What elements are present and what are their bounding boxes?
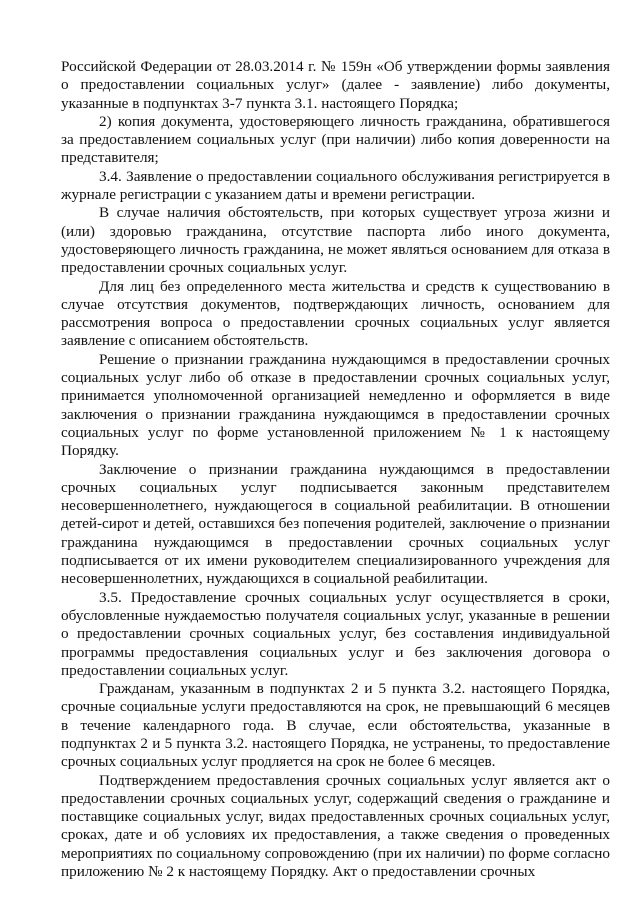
paragraph-9: Гражданам, указанным в подпунктах 2 и 5 пункта 3.2. настоящего Порядка, срочные социальные услуги предоставляются на срок, не превышающий 6 месяцев в течение календарного года. В случае, если обстоятельства, указанные в подпунктах 2 и 5 пункта 3.2. настоящего Порядка, не устранены, то предоставление срочных социальных услуг продляется на срок не более 6 месяцев. [61, 680, 610, 771]
paragraph-4: В случае наличия обстоятельств, при которых существует угроза жизни и (или) здоровью гражданина, отсутствие паспорта либо иного документа, удостоверяющего личность гражданина, не может являться основанием для отказа в предоставлении срочных социальных услуг. [61, 204, 610, 277]
paragraph-5: Для лиц без определенного места жительства и средств к существованию в случае отсутствия документов, подтверждающих личность, основанием для рассмотрения вопроса о предоставлении срочных социальных услуг является заявление с описанием обстоятельств. [61, 277, 610, 350]
paragraph-1: Российской Федерации от 28.03.2014 г. № 159н «Об утверждении формы заявления о предоставлении социальных услуг» (далее - заявление) либо документы, указанные в подпунктах 3-7 пункта 3.1. настоящего Порядка; [61, 58, 610, 112]
paragraph-6: Решение о признании гражданина нуждающимся в предоставлении срочных социальных услуг либо об отказе в предоставлении срочных социальных услуг, принимается уполномоченной организацией немедленно и оформляется в виде заключения о признании гражданина нуждающимся в предоставлении срочных социальных услуг по форме установленной приложением № 1 к настоящему Порядку. [61, 350, 610, 460]
document-page [61, 58, 610, 881]
paragraph-10: Подтверждением предоставления срочных социальных услуг является акт о предоставлении срочных социальных услуг, содержащий сведения о гражданине и поставщике социальных услуг, видах предоставленных срочных социальных услуг, сроках, дате и об условиях их предоставления, а также сведения о проведенных мероприятиях по социальному сопровождению (при их наличии) по форме согласно приложению № 2 к настоящему Порядку. Акт о предоставлении срочных [61, 771, 610, 881]
paragraph-7: Заключение о признании гражданина нуждающимся в предоставлении срочных социальных услуг подписывается законным представителем несовершеннолетнего, нуждающегося в социальной реабилитации. В отношении детей-сирот и детей, оставшихся без попечения родителей, заключение о признании гражданина нуждающимся в предоставлении срочных социальных услуг подписывается от их имени руководителем специализированного учреждения для несовершеннолетних, нуждающихся в социальной реабилитации. [61, 460, 610, 588]
paragraph-3: 3.4. Заявление о предоставлении социального обслуживания регистрируется в журнале регистрации с указанием даты и времени регистрации. [61, 167, 610, 204]
paragraph-2: 2) копия документа, удостоверяющего личность гражданина, обратившегося за предоставлением социальных услуг (при наличии) либо копия доверенности на представителя; [61, 112, 610, 167]
paragraph-8: 3.5. Предоставление срочных социальных услуг осуществляется в сроки, обусловленные нуждаемостью получателя социальных услуг, указанные в решении о предоставлении срочных социальных услуг, без составления индивидуальной программы предоставления социальных услуг и без заключения договора о предоставлении социальных услуг. [61, 588, 610, 679]
